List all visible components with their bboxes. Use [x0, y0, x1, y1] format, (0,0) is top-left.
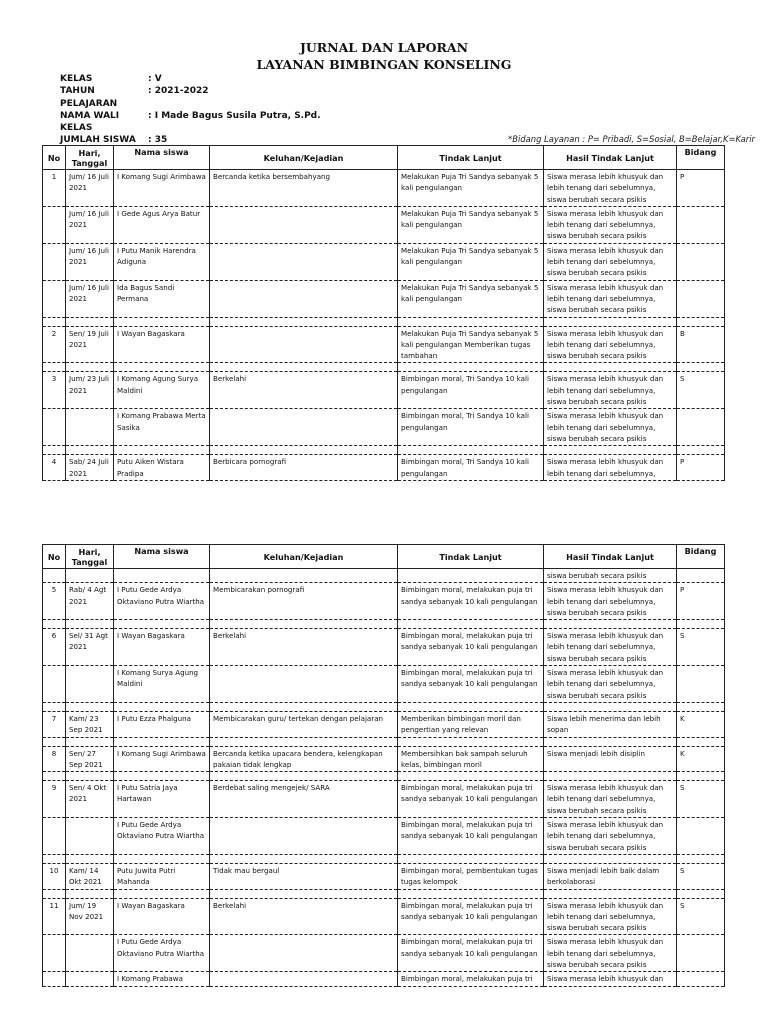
cell-no: 9 — [43, 781, 66, 818]
cell-keluhan — [210, 280, 398, 317]
cell-tindak-lanjut: Bimbingan moral, pembentukan tugas tugas kelompok — [398, 863, 544, 889]
cell-no — [43, 363, 66, 372]
cell-keluhan — [210, 326, 398, 363]
col-header-no: No — [43, 146, 66, 170]
cell-bidang: S — [677, 781, 725, 818]
cell-keluhan — [210, 206, 398, 243]
cell-hasil — [544, 446, 677, 455]
cell-tindak-lanjut: Bimbingan moral, melakukan puja tri sandya sebanyak 10 kali pengulangan — [398, 781, 544, 818]
cell-keluhan — [210, 935, 398, 972]
spacer-row — [43, 620, 725, 629]
cell-nama: Ida Bagus Sandi Permana — [114, 280, 210, 317]
spacer-row — [43, 889, 725, 898]
col-header-hasil: Hasil Tindak Lanjut — [544, 146, 677, 170]
cell-tanggal: Rab/ 4 Agt 2021 — [66, 583, 114, 620]
meta-row-wali-kelas — [60, 110, 321, 135]
table-row — [43, 372, 725, 409]
journal-table-2 — [42, 544, 725, 987]
cell-tindak-lanjut — [398, 317, 544, 326]
cell-no — [43, 280, 66, 317]
cell-bidang: S — [677, 898, 725, 935]
meta-value: : 2021-2022 — [148, 86, 209, 97]
cell-keluhan: Tidak mau bergaul — [210, 863, 398, 889]
cell-nama — [114, 363, 210, 372]
meta-row-tahun — [60, 85, 321, 110]
cell-keluhan — [210, 772, 398, 781]
cell-nama: I Komang Prabawa Merta Sasika — [114, 409, 210, 446]
meta-key: NAMA WALI KELAS — [60, 110, 120, 134]
cell-bidang: S — [677, 372, 725, 409]
cell-tindak-lanjut: Bimbingan moral, melakukan puja tri sandya sebanyak 10 kali pengulangan — [398, 935, 544, 972]
cell-bidang: K — [677, 711, 725, 737]
table-row — [43, 629, 725, 666]
cell-nama: Putu Aiken Wistara Pradipa — [114, 455, 210, 481]
cell-hasil — [544, 889, 677, 898]
cell-hasil: Siswa menjadi lebih disiplin — [544, 746, 677, 772]
cell-no: 11 — [43, 898, 66, 935]
cell-keluhan — [210, 317, 398, 326]
cell-bidang — [677, 702, 725, 711]
cell-tindak-lanjut — [398, 737, 544, 746]
cell-nama: I Putu Ezza Phalguna — [114, 711, 210, 737]
cell-keluhan — [210, 620, 398, 629]
cell-tanggal — [66, 702, 114, 711]
meta-key: TAHUN PELAJARAN — [60, 86, 118, 109]
cell-nama: I Putu Manik Harendra Adiguna — [114, 243, 210, 280]
cell-no — [43, 772, 66, 781]
cell-bidang — [677, 206, 725, 243]
cell-no — [43, 702, 66, 711]
cell-tanggal — [66, 569, 114, 583]
cell-nama: I Putu Gede Ardya Oktaviano Putra Wiartha — [114, 935, 210, 972]
cell-bidang — [677, 280, 725, 317]
cell-bidang: S — [677, 629, 725, 666]
cell-tanggal: Kam/ 14 Okt 2021 — [66, 863, 114, 889]
col-header-keluhan: Keluhan/Kejadian — [210, 545, 398, 569]
cell-keluhan: Berdebat saling mengejek/ SARA — [210, 781, 398, 818]
cell-tanggal — [66, 737, 114, 746]
cell-hasil: Siswa merasa lebih khusyuk dan lebih tenang dari sebelumnya, siswa berubah secara psikis — [544, 818, 677, 855]
cell-nama: I Komang Sugi Arimbawa — [114, 746, 210, 772]
cell-nama — [114, 446, 210, 455]
cell-tanggal: Sel/ 31 Agt 2021 — [66, 629, 114, 666]
cell-hasil: Siswa merasa lebih khusyuk dan lebih tenang dari sebelumnya, siswa berubah secara psikis — [544, 666, 677, 703]
col-header-no: No — [43, 545, 66, 569]
cell-tanggal: Jum/ 19 Nov 2021 — [66, 898, 114, 935]
spacer-row — [43, 854, 725, 863]
journal-table-1 — [42, 145, 725, 481]
cell-bidang — [677, 569, 725, 583]
cell-nama — [114, 772, 210, 781]
cell-keluhan: Berkelahi — [210, 629, 398, 666]
cell-hasil: siswa berubah secara psikis — [544, 569, 677, 583]
cell-tindak-lanjut — [398, 363, 544, 372]
cell-no — [43, 818, 66, 855]
cell-keluhan — [210, 446, 398, 455]
cell-nama — [114, 889, 210, 898]
cell-hasil: Siswa lebih menerima dan lebih sopan — [544, 711, 677, 737]
table-row — [43, 409, 725, 446]
cell-nama: Putu Juwita Putri Mahanda — [114, 863, 210, 889]
meta-key: JUMLAH SISWA — [60, 135, 136, 146]
col-header-keluhan: Keluhan/Kejadian — [210, 146, 398, 170]
cell-tindak-lanjut: Bimbingan moral, melakukan puja tri sandya sebanyak 10 kali pengulangan — [398, 583, 544, 620]
cell-keluhan — [210, 737, 398, 746]
cell-tindak-lanjut: Bimbingan moral, Tri Sandya 10 kali pengulangan — [398, 455, 544, 481]
cell-tindak-lanjut: Bimbingan moral, melakukan puja tri sandya sebanyak 10 kali pengulangan — [398, 818, 544, 855]
cell-hasil: Siswa merasa lebih khusyuk dan — [544, 972, 677, 986]
cell-nama — [114, 620, 210, 629]
cell-hasil: Siswa merasa lebih khusyuk dan lebih tenang dari sebelumnya, siswa berubah secara psikis — [544, 898, 677, 935]
table-row — [43, 206, 725, 243]
cell-nama — [114, 317, 210, 326]
cell-keluhan: Berkelahi — [210, 372, 398, 409]
cell-hasil: Siswa merasa lebih khusyuk dan lebih tenang dari sebelumnya, siswa berubah secara psikis — [544, 409, 677, 446]
cell-bidang — [677, 243, 725, 280]
cell-bidang — [677, 666, 725, 703]
cell-tindak-lanjut — [398, 854, 544, 863]
meta-value: : 35 — [148, 135, 168, 146]
meta-key: KELAS — [60, 74, 93, 84]
table-row — [43, 818, 725, 855]
cell-tindak-lanjut: Bimbingan moral, melakukan puja tri sandya sebanyak 10 kali pengulangan — [398, 666, 544, 703]
col-header-tindak-lanjut: Tindak Lanjut — [398, 146, 544, 170]
cell-no: 6 — [43, 629, 66, 666]
cell-no — [43, 972, 66, 986]
cell-tindak-lanjut — [398, 620, 544, 629]
cell-nama: I Putu Gede Ardya Oktaviano Putra Wiartha — [114, 818, 210, 855]
cell-no — [43, 620, 66, 629]
cell-hasil: Siswa merasa lebih khusyuk dan lebih tenang dari sebelumnya, siswa berubah secara psikis — [544, 372, 677, 409]
cell-tanggal: Sen/ 19 Juli 2021 — [66, 326, 114, 363]
cell-keluhan — [210, 818, 398, 855]
cell-tanggal: Jum/ 16 Juli 2021 — [66, 243, 114, 280]
cell-no — [43, 737, 66, 746]
cell-tanggal: Sen/ 27 Sep 2021 — [66, 746, 114, 772]
meta-value: : I Made Bagus Susila Putra, S.Pd. — [148, 110, 321, 121]
cell-no — [43, 569, 66, 583]
cell-nama — [114, 569, 210, 583]
cell-no: 3 — [43, 372, 66, 409]
spacer-row — [43, 446, 725, 455]
cell-tanggal — [66, 889, 114, 898]
cell-nama — [114, 702, 210, 711]
cell-nama — [114, 854, 210, 863]
cell-bidang — [677, 972, 725, 986]
cell-tanggal — [66, 620, 114, 629]
document-subtitle: LAYANAN BIMBINGAN KONSELING — [256, 57, 512, 72]
cell-keluhan — [210, 666, 398, 703]
cell-hasil: Siswa merasa lebih khusyuk dan lebih tenang dari sebelumnya, siswa berubah secara psikis — [544, 280, 677, 317]
cell-keluhan — [210, 363, 398, 372]
spacer-row — [43, 702, 725, 711]
cell-no: 2 — [43, 326, 66, 363]
table-row — [43, 972, 725, 986]
table-row — [43, 455, 725, 481]
cell-tanggal — [66, 446, 114, 455]
cell-tanggal — [66, 772, 114, 781]
table-row — [43, 863, 725, 889]
cell-no: 7 — [43, 711, 66, 737]
cell-hasil — [544, 317, 677, 326]
cell-bidang: K — [677, 746, 725, 772]
cell-keluhan: Berkelahi — [210, 898, 398, 935]
table-body-1 — [43, 170, 725, 481]
cell-keluhan — [210, 409, 398, 446]
table-row — [43, 170, 725, 207]
col-header-tindak-lanjut: Tindak Lanjut — [398, 545, 544, 569]
table-row — [43, 243, 725, 280]
cell-tanggal — [66, 666, 114, 703]
cell-no: 8 — [43, 746, 66, 772]
cell-tindak-lanjut — [398, 889, 544, 898]
cell-hasil: Siswa merasa lebih khusyuk dan lebih tenang dari sebelumnya, siswa berubah secara psikis — [544, 206, 677, 243]
cell-tindak-lanjut: Melakukan Puja Tri Sandya sebanyak 5 kali pengulangan — [398, 243, 544, 280]
cell-bidang — [677, 409, 725, 446]
cell-hasil: Siswa merasa lebih khusyuk dan lebih tenang dari sebelumnya, siswa berubah secara psikis — [544, 935, 677, 972]
cell-no — [43, 409, 66, 446]
table-row — [43, 326, 725, 363]
col-header-bidang: Bidang — [677, 146, 725, 170]
cell-tanggal: Kam/ 23 Sep 2021 — [66, 711, 114, 737]
cell-keluhan — [210, 889, 398, 898]
cell-hasil — [544, 363, 677, 372]
spacer-row — [43, 363, 725, 372]
cell-no — [43, 206, 66, 243]
cell-hasil: Siswa merasa lebih khusyuk dan lebih tenang dari sebelumnya, siswa berubah secara psikis — [544, 326, 677, 363]
table-row — [43, 583, 725, 620]
cell-bidang — [677, 854, 725, 863]
table-header — [43, 545, 725, 569]
cell-hasil: Siswa merasa lebih khusyuk dan lebih tenang dari sebelumnya, siswa berubah secara psikis — [544, 629, 677, 666]
col-header-bidang: Bidang — [677, 545, 725, 569]
cell-nama — [114, 737, 210, 746]
table-row — [43, 898, 725, 935]
cell-tindak-lanjut — [398, 702, 544, 711]
cell-tanggal: Sen/ 4 Okt 2021 — [66, 781, 114, 818]
col-header-hasil: Hasil Tindak Lanjut — [544, 545, 677, 569]
meta-value: : V — [148, 74, 162, 84]
cell-hasil — [544, 854, 677, 863]
cell-tanggal — [66, 854, 114, 863]
cell-keluhan — [210, 702, 398, 711]
table-header — [43, 146, 725, 170]
cell-hasil: Siswa merasa lebih khusyuk dan lebih tenang dari sebelumnya, siswa berubah secara psikis — [544, 583, 677, 620]
spacer-row — [43, 737, 725, 746]
table-row — [43, 569, 725, 583]
cell-no — [43, 666, 66, 703]
cell-tanggal — [66, 317, 114, 326]
cell-nama: I Wayan Bagaskara — [114, 326, 210, 363]
cell-tindak-lanjut — [398, 772, 544, 781]
cell-tindak-lanjut: Memberikan bimbingan moril dan pengertian yang relevan — [398, 711, 544, 737]
bidang-legend: *Bidang Layanan : P= Pribadi, S=Sosial, B=Belajar,K=Karir — [508, 134, 755, 144]
cell-bidang — [677, 446, 725, 455]
table-row — [43, 280, 725, 317]
cell-bidang: P — [677, 455, 725, 481]
table-row — [43, 666, 725, 703]
cell-tanggal — [66, 818, 114, 855]
table-row — [43, 746, 725, 772]
cell-tanggal — [66, 409, 114, 446]
cell-no: 4 — [43, 455, 66, 481]
cell-no — [43, 889, 66, 898]
spacer-row — [43, 317, 725, 326]
cell-nama: I Putu Satria Jaya Hartawan — [114, 781, 210, 818]
cell-bidang — [677, 363, 725, 372]
cell-nama: I Komang Surya Agung Maldini — [114, 666, 210, 703]
cell-keluhan — [210, 854, 398, 863]
col-header-nama: Nama siswa — [114, 545, 210, 569]
cell-no — [43, 854, 66, 863]
cell-bidang: S — [677, 863, 725, 889]
cell-tanggal: Jum/ 23 Juli 2021 — [66, 372, 114, 409]
cell-keluhan — [210, 569, 398, 583]
table-row — [43, 935, 725, 972]
cell-tindak-lanjut: Membersihkan bak sampah seluruh kelas, bimbingan moril — [398, 746, 544, 772]
cell-nama: I Komang Prabawa — [114, 972, 210, 986]
cell-bidang — [677, 620, 725, 629]
cell-hasil: Siswa menjadi lebih baik dalam berkolaborasi — [544, 863, 677, 889]
cell-tanggal — [66, 972, 114, 986]
cell-nama: I Komang Sugi Arimbawa — [114, 170, 210, 207]
cell-tindak-lanjut: Bimbingan moral, melakukan puja tri sandya sebanyak 10 kali pengulangan — [398, 629, 544, 666]
cell-tanggal: Jum/ 16 Juli 2021 — [66, 280, 114, 317]
cell-hasil: Siswa merasa lebih khusyuk dan lebih tenang dari sebelumnya, siswa berubah secara psikis — [544, 243, 677, 280]
cell-hasil — [544, 620, 677, 629]
col-header-tanggal: Hari, Tanggal — [66, 146, 114, 170]
table-row — [43, 711, 725, 737]
cell-bidang — [677, 317, 725, 326]
cell-hasil: Siswa merasa lebih khusyuk dan lebih tenang dari sebelumnya, — [544, 455, 677, 481]
cell-hasil — [544, 737, 677, 746]
cell-tanggal: Jum/ 16 Juli 2021 — [66, 170, 114, 207]
table-row — [43, 781, 725, 818]
cell-no — [43, 446, 66, 455]
cell-no: 10 — [43, 863, 66, 889]
cell-bidang — [677, 818, 725, 855]
cell-keluhan: Membicarakan pornografi — [210, 583, 398, 620]
cell-tindak-lanjut: Bimbingan moral, Tri Sandya 10 kali pengulangan — [398, 372, 544, 409]
cell-tindak-lanjut: Melakukan Puja Tri Sandya sebanyak 5 kali pengulangan — [398, 170, 544, 207]
cell-tindak-lanjut: Melakukan Puja Tri Sandya sebanyak 5 kali pengulangan — [398, 280, 544, 317]
col-header-tanggal: Hari, Tanggal — [66, 545, 114, 569]
cell-no — [43, 935, 66, 972]
cell-keluhan: Membicarakan guru/ tertekan dengan pelajaran — [210, 711, 398, 737]
cell-bidang: P — [677, 170, 725, 207]
meta-row-kelas — [60, 73, 321, 85]
cell-tindak-lanjut: Bimbingan moral, melakukan puja tri sandya sebanyak 10 kali pengulangan — [398, 898, 544, 935]
cell-bidang: P — [677, 583, 725, 620]
cell-keluhan — [210, 972, 398, 986]
cell-tindak-lanjut: Bimbingan moral, Tri Sandya 10 kali pengulangan — [398, 409, 544, 446]
document-title: JURNAL DAN LAPORAN — [299, 40, 469, 55]
cell-no: 5 — [43, 583, 66, 620]
cell-tanggal — [66, 935, 114, 972]
cell-nama: I Gede Agus Arya Batur — [114, 206, 210, 243]
cell-tanggal: Sab/ 24 Juli 2021 — [66, 455, 114, 481]
cell-tindak-lanjut — [398, 569, 544, 583]
cell-tindak-lanjut: Bimbingan moral, melakukan puja tri — [398, 972, 544, 986]
cell-no: 1 — [43, 170, 66, 207]
cell-no — [43, 243, 66, 280]
col-header-nama: Nama siswa — [114, 146, 210, 170]
cell-no — [43, 317, 66, 326]
cell-keluhan — [210, 243, 398, 280]
cell-hasil — [544, 772, 677, 781]
cell-keluhan: Bercanda ketika bersembahyang — [210, 170, 398, 207]
cell-hasil: Siswa merasa lebih khusyuk dan lebih tenang dari sebelumnya, siswa berubah secara psikis — [544, 170, 677, 207]
cell-bidang — [677, 772, 725, 781]
cell-bidang: B — [677, 326, 725, 363]
cell-hasil: Siswa merasa lebih khusyuk dan lebih tenang dari sebelumnya, siswa berubah secara psikis — [544, 781, 677, 818]
class-info — [60, 73, 321, 147]
cell-keluhan: Berbicara pornografi — [210, 455, 398, 481]
cell-hasil — [544, 702, 677, 711]
cell-keluhan: Bercanda ketika upacara bendera, kelengkapan pakaian tidak lengkap — [210, 746, 398, 772]
cell-bidang — [677, 889, 725, 898]
cell-nama: I Wayan Bagaskara — [114, 898, 210, 935]
cell-nama: I Putu Gede Ardya Oktaviano Putra Wiartha — [114, 583, 210, 620]
cell-nama: I Komang Agung Surya Maldini — [114, 372, 210, 409]
cell-bidang — [677, 737, 725, 746]
cell-bidang — [677, 935, 725, 972]
cell-tanggal — [66, 363, 114, 372]
spacer-row — [43, 772, 725, 781]
cell-nama: I Wayan Bagaskara — [114, 629, 210, 666]
cell-tanggal: Jum/ 16 Juli 2021 — [66, 206, 114, 243]
cell-tindak-lanjut: Melakukan Puja Tri Sandya sebanyak 5 kali pengulangan — [398, 206, 544, 243]
cell-tindak-lanjut: Melakukan Puja Tri Sandya sebanyak 5 kali pengulangan Memberikan tugas tambahan — [398, 326, 544, 363]
cell-tindak-lanjut — [398, 446, 544, 455]
table-body-2 — [43, 569, 725, 987]
